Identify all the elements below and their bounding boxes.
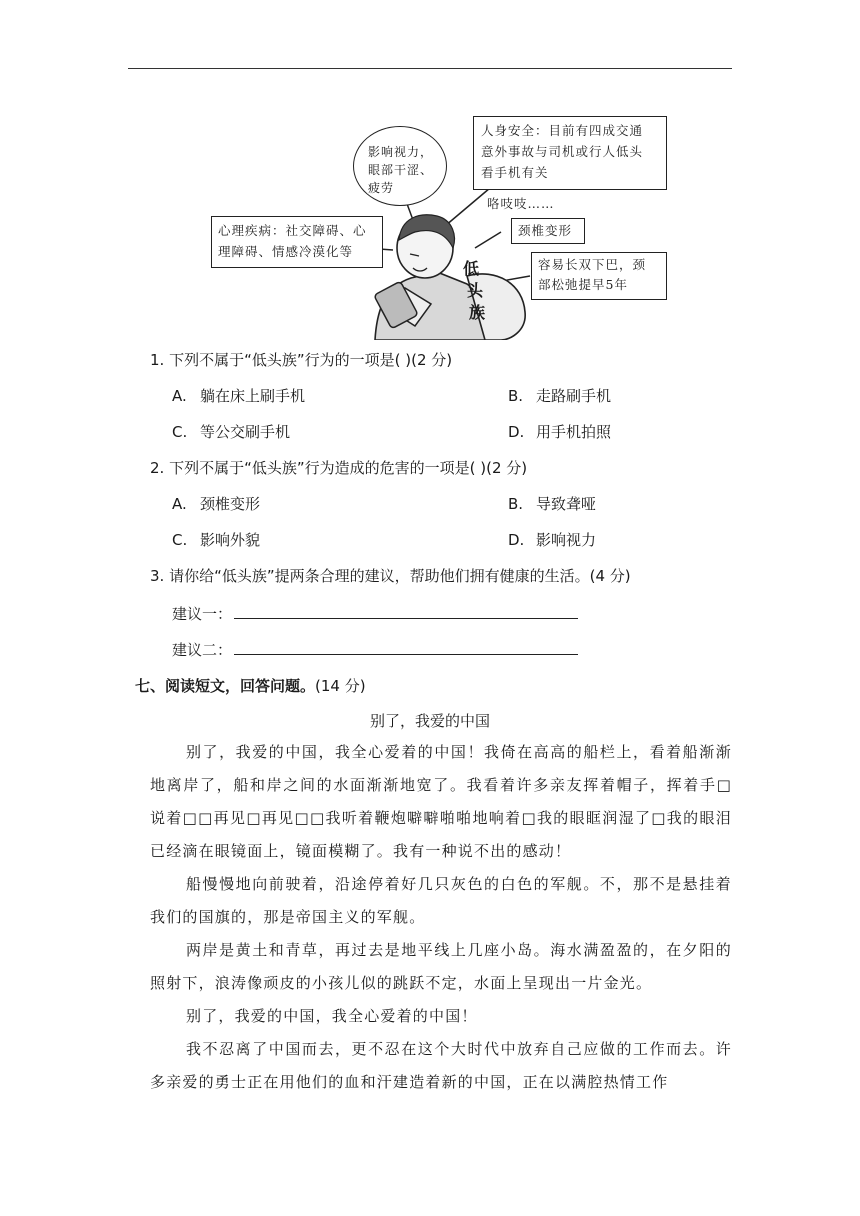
passage-paragraph-1: 别了，我爱的中国，我全心爱着的中国！我倚在高高的船栏上，看着船渐渐地离岸了，船和岸之间的水面渐渐地宽了。我看着许多亲友挥着帽子，挥着手□说着□□再见□再见□□我听着鞭炮噼噼啪啪地响着□我的眼眶润湿了□我的眼泪已经滴在眼镜面上，镜面模糊了。我有一种说不出的感动！: [150, 743, 732, 860]
passage-paragraph-4: 别了，我爱的中国，我全心爱着的中国！: [186, 1007, 478, 1025]
suggestion-1-answer-line[interactable]: [234, 602, 578, 619]
box-cervical: 颈椎变形: [511, 218, 585, 244]
q2-option-c[interactable]: C. 影响外貌: [172, 531, 261, 549]
q1-option-b[interactable]: B. 走路刷手机: [508, 387, 612, 405]
shirt-text: 低 头 族: [463, 259, 486, 322]
low-head-illustration: [205, 108, 675, 340]
q1-option-c[interactable]: C. 等公交刷手机: [172, 423, 291, 441]
question-1: 1. 下列不属于“低头族”行为的一项是( )(2 分): [150, 351, 453, 369]
sound-effect-text: 咯吱吱……: [487, 196, 555, 211]
passage-paragraph-2: 船慢慢地向前驶着，沿途停着好几只灰色的白色的军舰。不，那不是悬挂着我们的国旗的，那是帝国主义的军舰。: [150, 875, 732, 926]
speech-bubble-eyesight: 影响视力， 眼部干涩、 疲劳: [353, 126, 447, 206]
section-heading: 七、阅读短文，回答问题。(14 分): [135, 677, 366, 695]
question-3: 3. 请你给“低头族”提两条合理的建议，帮助他们拥有健康的生活。(4 分): [150, 567, 631, 585]
box-mental-illness: 心理疾病：社交障碍、心 理障碍、情感冷漠化等: [211, 216, 383, 268]
question-2: 2. 下列不属于“低头族”行为造成的危害的一项是( )(2 分): [150, 459, 528, 477]
box-personal-safety: 人身安全：目前有四成交通 意外事故与司机或行人低头 看手机有关: [473, 116, 667, 190]
header-rule: [128, 68, 732, 69]
q1-option-a[interactable]: A. 躺在床上刷手机: [172, 387, 306, 405]
q2-option-a[interactable]: A. 颈椎变形: [172, 495, 261, 513]
passage-paragraph-3: 两岸是黄土和青草，再过去是地平线上几座小岛。海水满盈盈的，在夕阳的照射下，浪涛像顽皮的小孩儿似的跳跃不定，水面上呈现出一片金光。: [150, 941, 732, 992]
passage-title: 别了，我爱的中国: [369, 712, 490, 730]
passage-paragraph-5: 我不忍离了中国而去，更不忍在这个大时代中放弃自己应做的工作而去。许多亲爱的勇士正在用他们的血和汗建造着新的中国，正在以满腔热情工作: [150, 1040, 732, 1091]
suggestion-2: 建议二：: [172, 638, 578, 660]
box-double-chin: 容易长双下巴，颈 部松弛提早5年: [531, 252, 667, 300]
q2-option-d[interactable]: D. 影响视力: [508, 531, 597, 549]
suggestion-1: 建议一：: [172, 602, 578, 624]
q1-option-d[interactable]: D. 用手机拍照: [508, 423, 612, 441]
q2-option-b[interactable]: B. 导致聋哑: [508, 495, 597, 513]
suggestion-2-answer-line[interactable]: [234, 638, 578, 655]
